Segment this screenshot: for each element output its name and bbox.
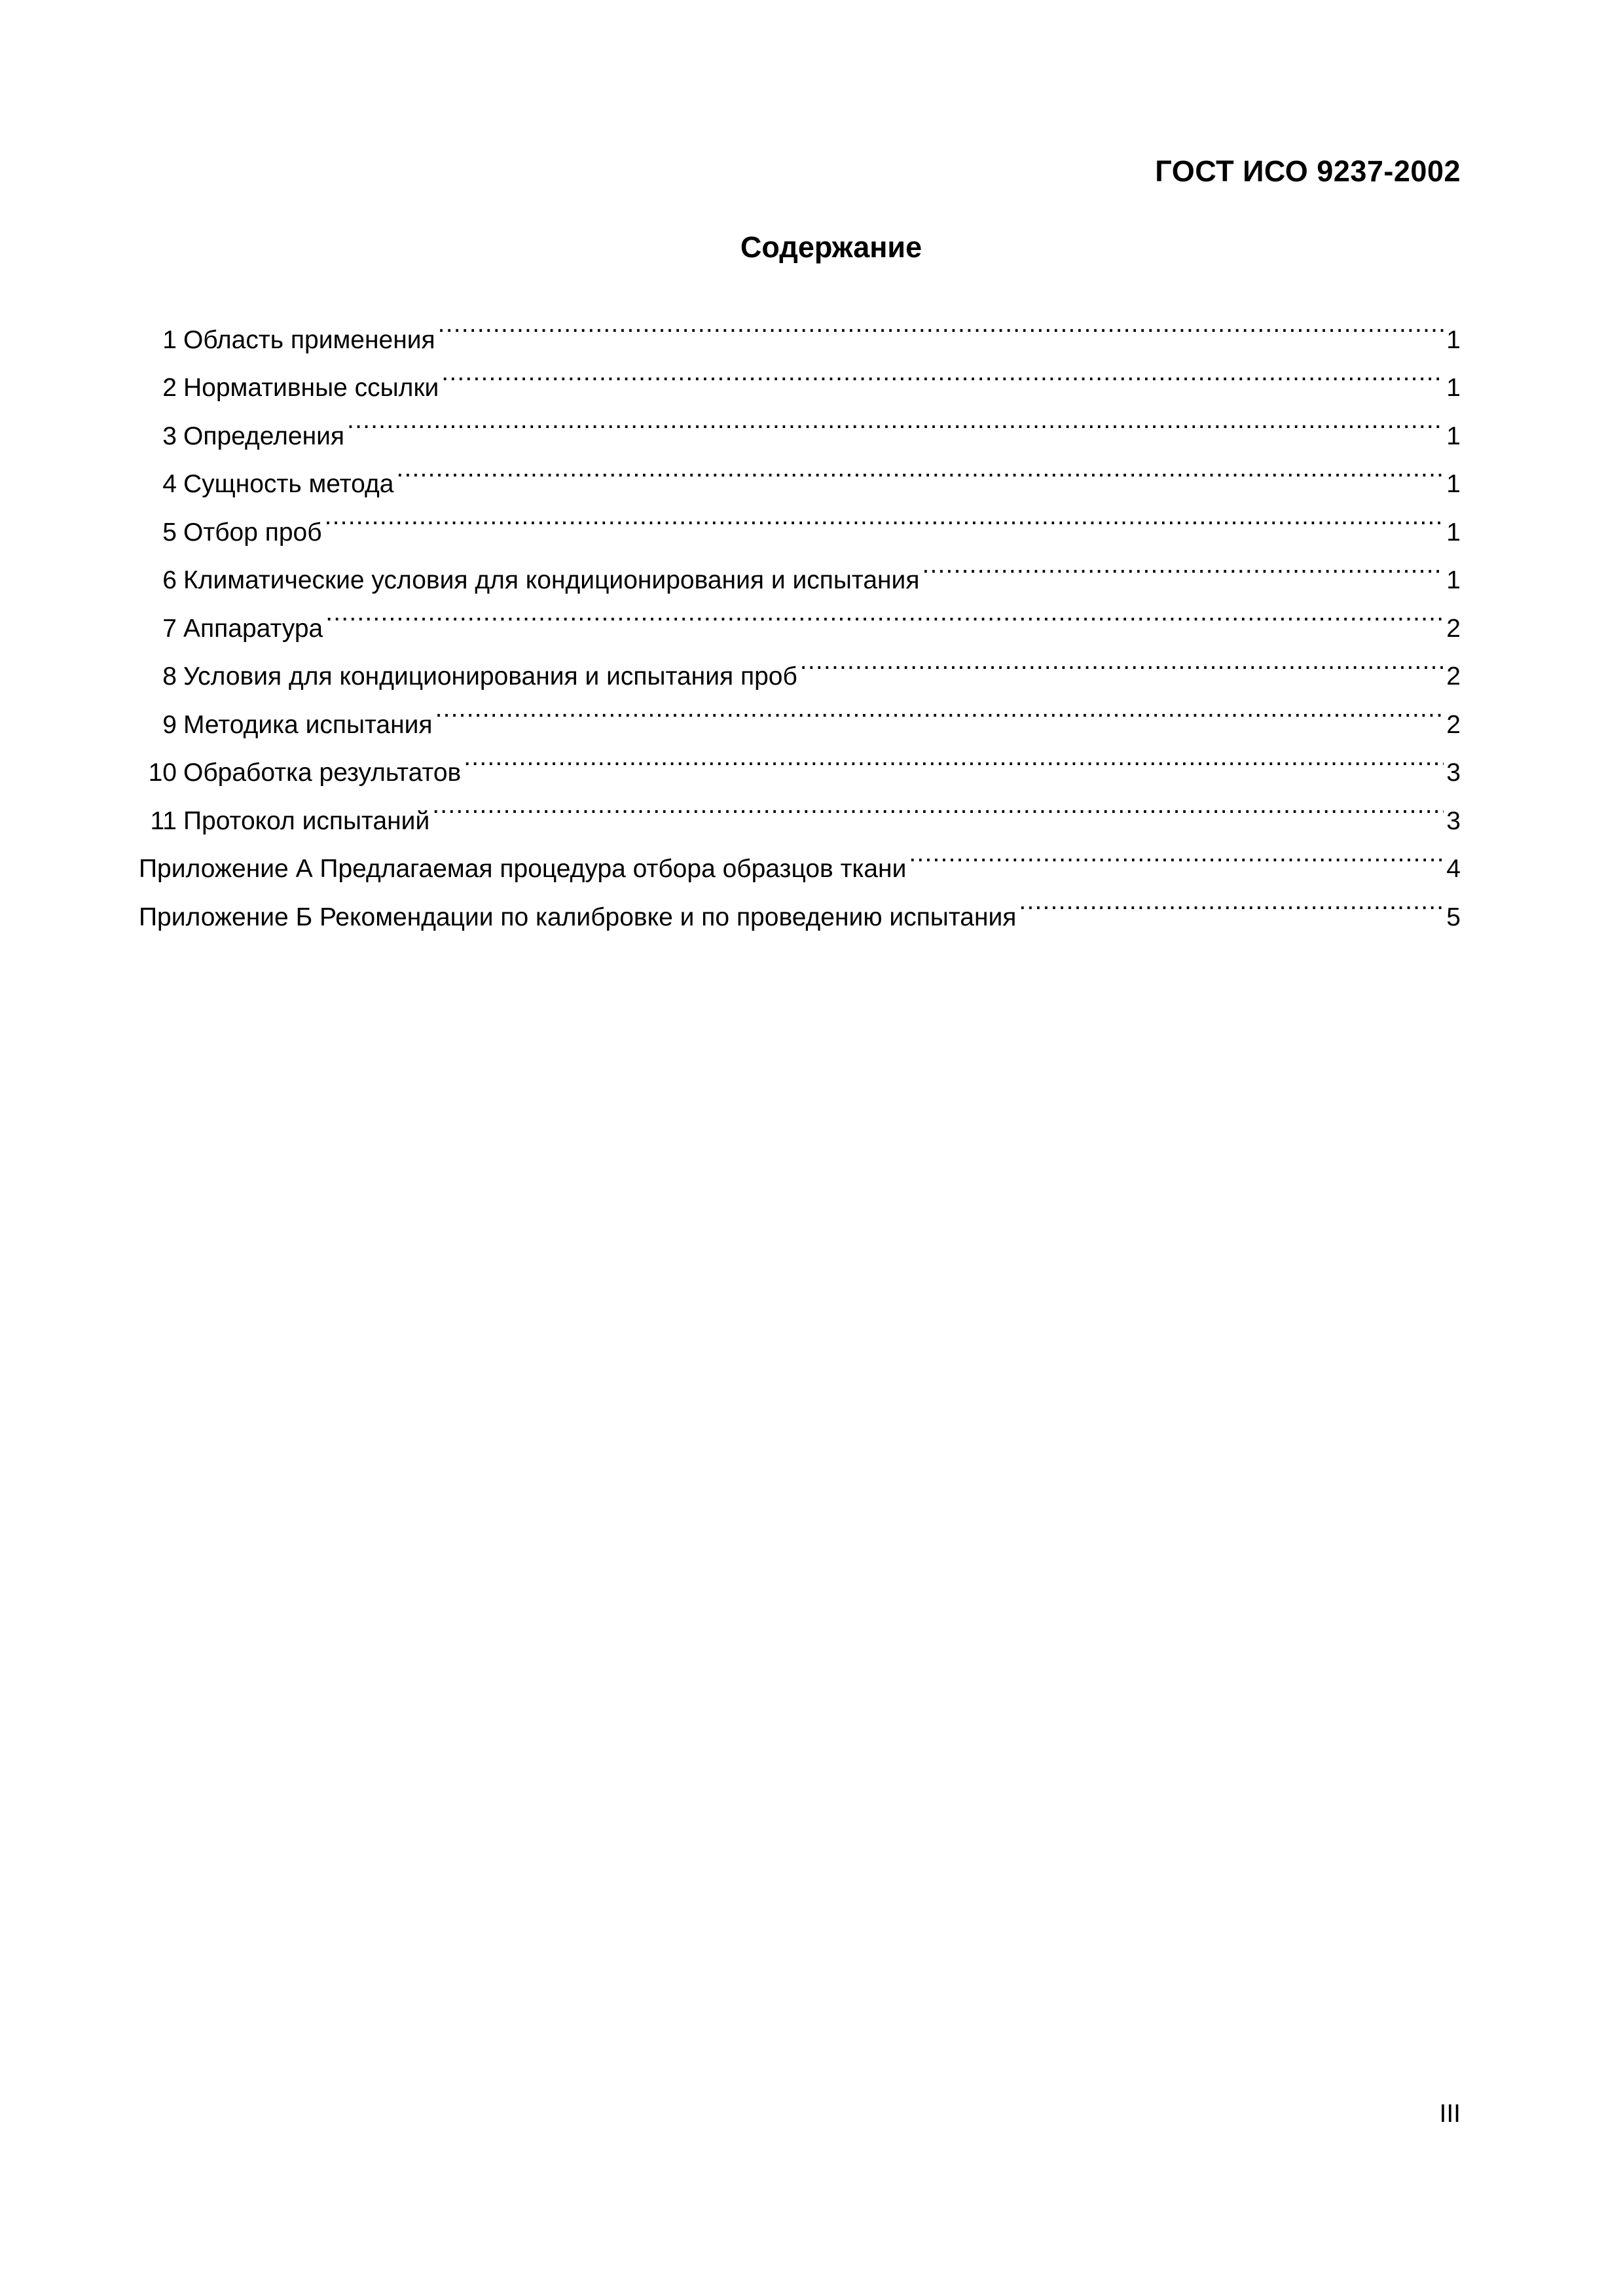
toc-entry-label: Протокол испытаний bbox=[183, 806, 430, 835]
toc-entry-label: Аппаратура bbox=[183, 614, 323, 643]
toc-dot-leader bbox=[909, 829, 1444, 878]
toc-entry-number: 4 bbox=[162, 470, 177, 498]
toc-entry-number: 2 bbox=[162, 374, 177, 402]
toc-dot-leader bbox=[800, 637, 1444, 685]
toc-dot-leader bbox=[464, 733, 1444, 781]
toc-entry-page: 1 bbox=[1446, 566, 1461, 594]
toc-dot-leader bbox=[1019, 877, 1444, 925]
toc-entry-label: Определения bbox=[183, 422, 345, 450]
toc-entry-number: 6 bbox=[162, 566, 177, 594]
toc-entry-number: 8 bbox=[162, 662, 177, 691]
toc-entry-page: 2 bbox=[1446, 614, 1461, 643]
toc-entry-number: 5 bbox=[162, 518, 177, 547]
toc-appendix-label: Приложение Б Рекомендации по калибровке и по проведению испытания bbox=[139, 903, 1017, 931]
toc-entry-page: 3 bbox=[1446, 806, 1461, 835]
toc-entry-number: 1 bbox=[162, 325, 177, 354]
toc-entry-label: Сущность метода bbox=[183, 470, 394, 498]
toc-entry-label: Условия для кондиционирования и испытания проб bbox=[183, 662, 797, 691]
toc-entry-label: Климатические условия для кондиционирования и испытания bbox=[183, 566, 920, 594]
toc-entry-number: 9 bbox=[162, 710, 177, 739]
toc-entry[interactable] bbox=[139, 492, 1461, 547]
toc-entry-number: 10 bbox=[148, 759, 177, 787]
toc-appendix-label: Приложение А Предлагаемая процедура отбора образцов ткани bbox=[139, 855, 907, 883]
toc-entry-page: 1 bbox=[1446, 422, 1461, 450]
toc-entry-page: 1 bbox=[1446, 518, 1461, 547]
toc-dot-leader bbox=[325, 492, 1444, 541]
toc-entry-label: Нормативные ссылки bbox=[183, 374, 439, 402]
toc-dot-leader bbox=[441, 348, 1444, 397]
toc-dot-leader bbox=[347, 396, 1444, 444]
toc-entry-page: 1 bbox=[1446, 325, 1461, 354]
toc-entry-page: 1 bbox=[1446, 470, 1461, 498]
toc-dot-leader bbox=[922, 541, 1444, 589]
toc-entry-page: 3 bbox=[1446, 759, 1461, 787]
toc-entry-label: Методика испытания bbox=[183, 710, 433, 739]
toc-entry[interactable] bbox=[139, 637, 1461, 691]
toc-dot-leader bbox=[325, 588, 1444, 637]
toc-dot-leader bbox=[435, 685, 1444, 733]
toc-entry-number: 11 bbox=[150, 806, 177, 835]
document-code: ГОСТ ИСО 9237-2002 bbox=[1155, 154, 1461, 188]
toc-entry[interactable] bbox=[139, 300, 1461, 354]
page-number: III bbox=[1439, 2100, 1461, 2128]
toc-entry-number: 7 bbox=[162, 614, 177, 643]
toc-entry-page: 2 bbox=[1446, 710, 1461, 739]
toc-entry-label: Область применения bbox=[183, 325, 435, 354]
toc-dot-leader bbox=[438, 300, 1444, 348]
toc-entry-page: 1 bbox=[1446, 374, 1461, 402]
toc-entry-page: 2 bbox=[1446, 662, 1461, 691]
toc-appendix-page: 5 bbox=[1446, 903, 1461, 931]
toc-entry-label: Обработка результатов bbox=[183, 759, 462, 787]
toc-title: Содержание bbox=[740, 230, 922, 264]
toc-entry[interactable] bbox=[139, 588, 1461, 643]
toc-dot-leader bbox=[396, 444, 1444, 493]
table-of-contents bbox=[139, 300, 1461, 931]
toc-entry-number: 3 bbox=[162, 422, 177, 450]
toc-appendix-page: 4 bbox=[1446, 855, 1461, 883]
toc-entry[interactable] bbox=[139, 541, 1461, 594]
toc-entry-label: Отбор проб bbox=[183, 518, 322, 547]
toc-dot-leader bbox=[432, 781, 1444, 829]
